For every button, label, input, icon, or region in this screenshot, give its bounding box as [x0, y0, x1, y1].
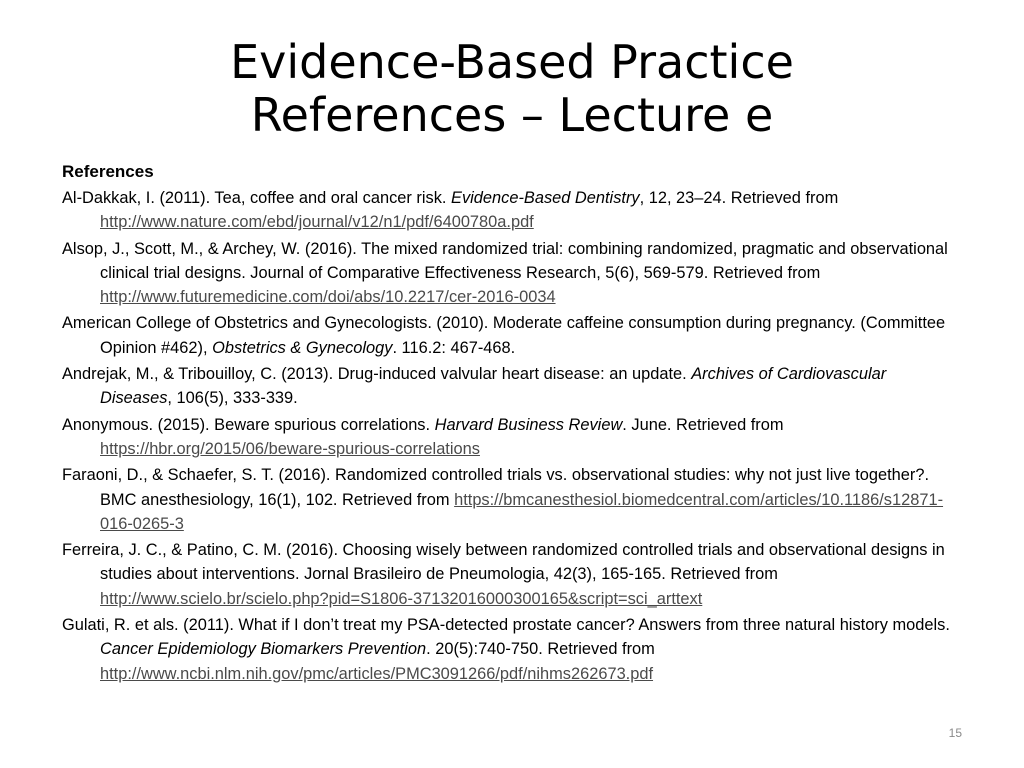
reference-item [62, 186, 962, 235]
reference-item [62, 413, 962, 462]
reference-journal: Obstetrics & Gynecology [212, 338, 393, 357]
reference-details: . 20(5):740-750. Retrieved from [426, 640, 655, 659]
reference-text: Faraoni, D., & Schaefer, S. T. (2016). Randomized controlled trials vs. observational studies: why not just live together?. BMC anesthesiology, 16(1), 102. Retrieved from [62, 466, 930, 509]
reference-journal: Evidence-Based Dentistry [451, 189, 640, 207]
reference-list [62, 186, 962, 686]
reference-link[interactable]: https://hbr.org/2015/06/beware-spurious-correlations [100, 439, 480, 458]
reference-item [62, 613, 962, 686]
slide-title-line-2: References – Lecture e [250, 88, 774, 142]
page-number: 15 [948, 726, 962, 740]
reference-item [62, 463, 962, 536]
slide-title-line-1: Evidence-Based Practice [230, 35, 794, 89]
reference-journal: Cancer Epidemiology Biomarkers Prevention [100, 640, 427, 659]
reference-journal: Harvard Business Review [434, 415, 623, 434]
reference-details: , 12, 23–24. Retrieved from [639, 189, 839, 207]
reference-text: Alsop, J., Scott, M., & Archey, W. (2016). The mixed randomized trial: combining randomized, pragmatic and observational clinical trial designs. Journal of Comparative Effectiveness Research, 5(6), 569-579. Retrieved from [62, 239, 948, 282]
reference-details: . June. Retrieved from [622, 415, 784, 434]
reference-text: Gulati, R. et als. (2011). What if I don’t treat my PSA-detected prostate cancer? Answers from three natural history models. [62, 616, 950, 635]
reference-text: Andrejak, M., & Tribouilloy, C. (2013). Drug-induced valvular heart disease: an update. [62, 365, 692, 384]
references-content [62, 161, 962, 688]
reference-text: Ferreira, J. C., & Patino, C. M. (2016). Choosing wisely between randomized controlled trials and observational designs in studies about interventions. Jornal Brasileiro de Pneumologia, 42(3), 165-165. Retrieved from [62, 541, 945, 584]
reference-link[interactable]: http://www.ncbi.nlm.nih.gov/pmc/articles/PMC3091266/pdf/nihms262673.pdf [100, 664, 654, 683]
reference-details: , 106(5), 333-339. [167, 389, 298, 408]
reference-link[interactable]: http://www.futuremedicine.com/doi/abs/10.2217/cer-2016-0034 [100, 288, 556, 307]
references-heading: References [62, 162, 154, 181]
reference-item [62, 362, 962, 411]
reference-item [62, 237, 962, 310]
reference-item [62, 538, 962, 611]
reference-item [62, 311, 962, 360]
slide-title [0, 36, 1024, 142]
reference-text: American College of Obstetrics and Gynecologists. (2010). Moderate caffeine consumption during pregnancy. (Committee Opinion #462), [62, 314, 946, 357]
reference-link[interactable]: https://bmcanesthesiol.biomedcentral.com/articles/10.1186/s12871-016-0265-3 [100, 490, 944, 533]
reference-details: . 116.2: 467-468. [392, 338, 516, 357]
reference-journal: Archives of Cardiovascular Diseases [100, 365, 887, 408]
reference-text: Anonymous. (2015). Beware spurious correlations. [62, 415, 435, 434]
reference-link[interactable]: http://www.nature.com/ebd/journal/v12/n1/pdf/6400780a.pdf [100, 213, 534, 232]
reference-link[interactable]: http://www.scielo.br/scielo.php?pid=S1806-37132016000300165&script=sci_arttext [100, 589, 703, 608]
reference-text: Al-Dakkak, I. (2011). Tea, coffee and oral cancer risk. [62, 189, 452, 207]
